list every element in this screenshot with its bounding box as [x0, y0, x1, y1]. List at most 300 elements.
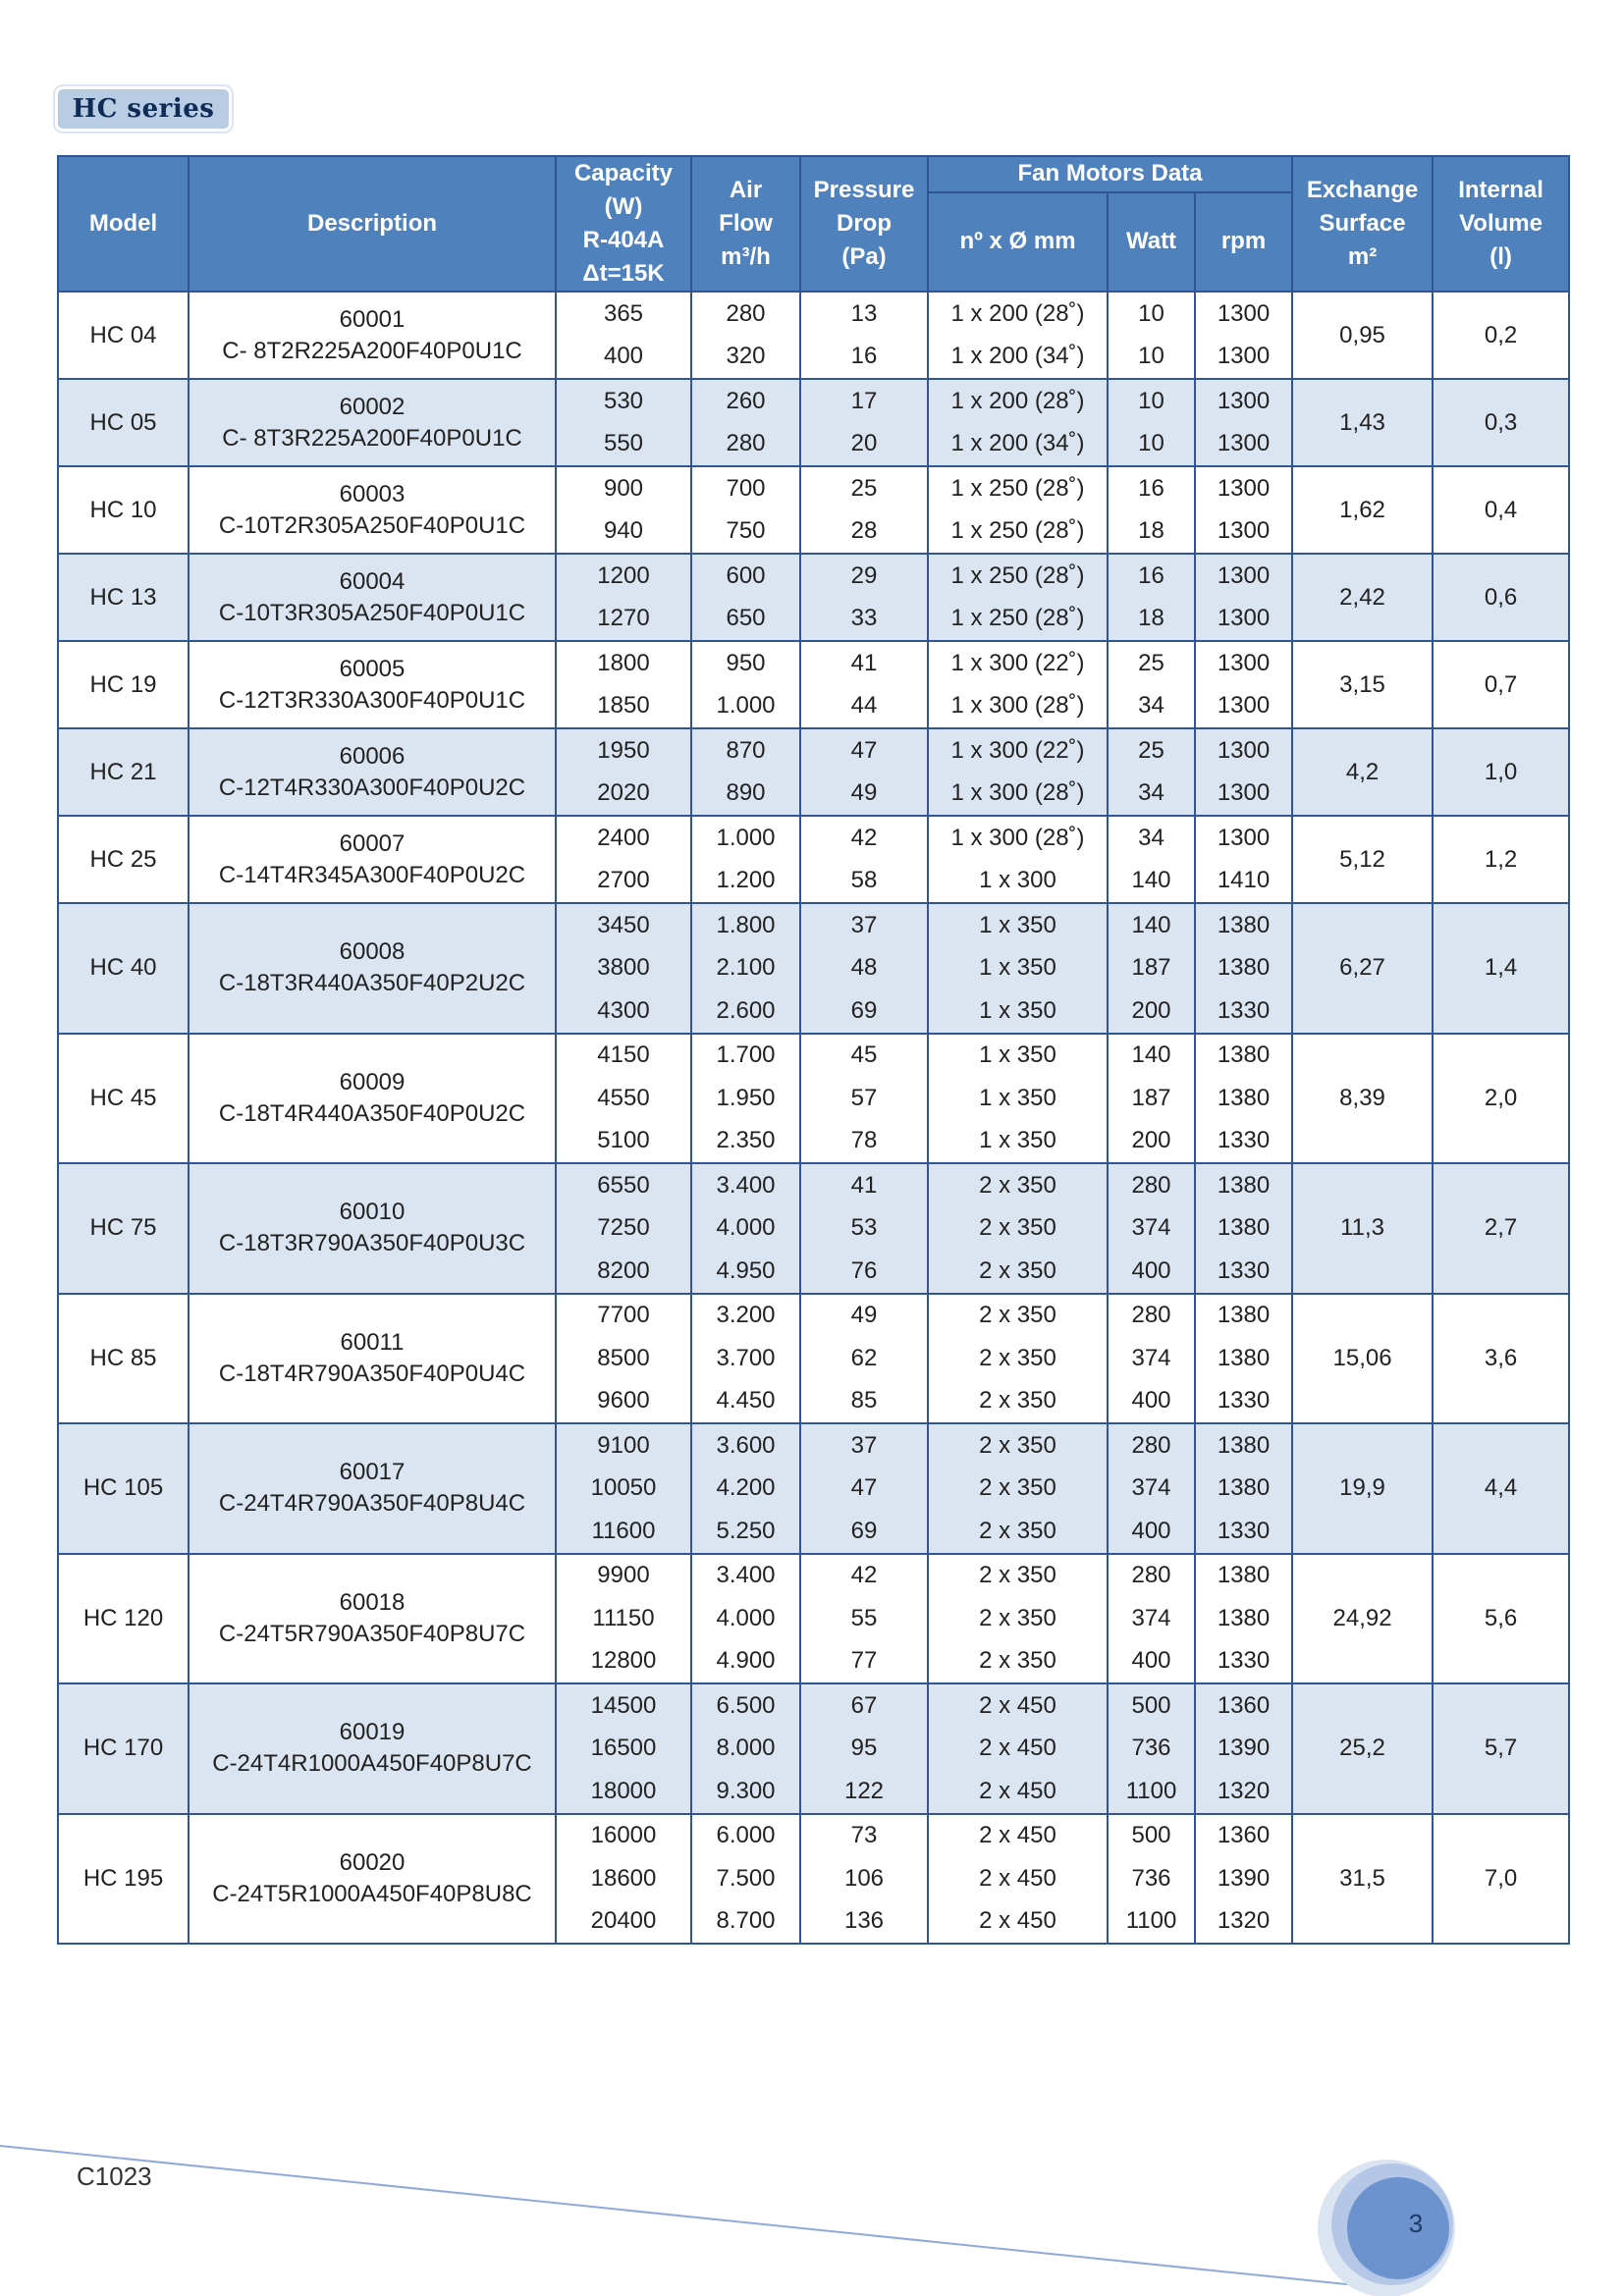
cell-watt: 374 [1108, 1468, 1195, 1511]
cell-air-flow: 1.700 [691, 1034, 800, 1078]
cell-fan-size: 2 x 350 [928, 1597, 1108, 1640]
cell-watt: 400 [1108, 1640, 1195, 1684]
description-code: 60002 [339, 393, 406, 420]
cell-rpm: 1320 [1195, 1900, 1292, 1945]
cell-rpm: 1330 [1195, 1510, 1292, 1554]
cell-capacity: 530 [556, 379, 691, 423]
cell-air-flow: 1.000 [691, 816, 800, 860]
cell-air-flow: 2.100 [691, 947, 800, 990]
cell-capacity: 2700 [556, 860, 691, 904]
cell-rpm: 1320 [1195, 1770, 1292, 1814]
cell-capacity: 16000 [556, 1814, 691, 1858]
cell-internal-volume: 2,7 [1433, 1163, 1569, 1294]
cell-model: HC 120 [58, 1554, 189, 1684]
cell-model: HC 105 [58, 1423, 189, 1554]
cell-rpm: 1300 [1195, 466, 1292, 510]
cell-rpm: 1380 [1195, 1597, 1292, 1640]
cell-air-flow: 600 [691, 554, 800, 598]
description-text: C-10T2R305A250F40P0U1C [218, 511, 526, 539]
header-fan-size: nº x Ø mm [928, 192, 1108, 292]
cell-watt: 187 [1108, 947, 1195, 990]
cell-pressure-drop: 62 [800, 1337, 928, 1380]
header-exchange-surface: Exchange Surface m² [1292, 156, 1433, 292]
cell-air-flow: 6.500 [691, 1683, 800, 1728]
cell-model: HC 04 [58, 292, 189, 379]
description-text: C- 8T2R225A200F40P0U1C [222, 337, 522, 364]
cell-capacity: 365 [556, 292, 691, 336]
cell-capacity: 1950 [556, 728, 691, 773]
cell-capacity: 8200 [556, 1250, 691, 1294]
cell-internal-volume: 2,0 [1433, 1034, 1569, 1164]
cell-capacity: 14500 [556, 1683, 691, 1728]
cell-pressure-drop: 29 [800, 554, 928, 598]
cell-capacity: 5100 [556, 1120, 691, 1164]
cell-fan-size: 2 x 350 [928, 1380, 1108, 1424]
cell-exchange-surface: 15,06 [1292, 1294, 1433, 1424]
cell-rpm: 1380 [1195, 1554, 1292, 1598]
cell-watt: 140 [1108, 860, 1195, 904]
description-code: 60020 [339, 1848, 406, 1876]
header-air-flow: Air Flow m³/h [691, 156, 800, 292]
cell-pressure-drop: 77 [800, 1640, 928, 1684]
description-code: 60004 [339, 567, 406, 595]
cell-capacity: 900 [556, 466, 691, 510]
cell-pressure-drop: 73 [800, 1814, 928, 1858]
cell-rpm: 1300 [1195, 554, 1292, 598]
cell-capacity: 1850 [556, 685, 691, 729]
cell-air-flow: 1.200 [691, 860, 800, 904]
cell-watt: 400 [1108, 1380, 1195, 1424]
cell-air-flow: 1.950 [691, 1077, 800, 1120]
cell-capacity: 2020 [556, 773, 691, 817]
cell-pressure-drop: 55 [800, 1597, 928, 1640]
description-code: 60011 [340, 1328, 405, 1356]
cell-capacity: 1800 [556, 641, 691, 685]
description-code: 60001 [339, 305, 406, 333]
cell-watt: 280 [1108, 1423, 1195, 1468]
cell-exchange-surface: 25,2 [1292, 1683, 1433, 1814]
cell-exchange-surface: 2,42 [1292, 554, 1433, 641]
cell-pressure-drop: 28 [800, 510, 928, 555]
cell-watt: 18 [1108, 510, 1195, 555]
cell-rpm: 1300 [1195, 423, 1292, 467]
cell-watt: 374 [1108, 1597, 1195, 1640]
cell-capacity: 4300 [556, 989, 691, 1034]
cell-watt: 187 [1108, 1077, 1195, 1120]
cell-watt: 400 [1108, 1250, 1195, 1294]
cell-air-flow: 3.200 [691, 1294, 800, 1338]
cell-capacity: 550 [556, 423, 691, 467]
cell-watt: 10 [1108, 292, 1195, 336]
cell-pressure-drop: 67 [800, 1683, 928, 1728]
cell-capacity: 1270 [556, 598, 691, 642]
cell-fan-size: 2 x 450 [928, 1814, 1108, 1858]
cell-model: HC 85 [58, 1294, 189, 1424]
header-description: Description [189, 156, 556, 292]
cell-pressure-drop: 17 [800, 379, 928, 423]
cell-fan-size: 1 x 250 (28˚) [928, 466, 1108, 510]
cell-watt: 200 [1108, 989, 1195, 1034]
cell-fan-size: 1 x 250 (28˚) [928, 554, 1108, 598]
cell-fan-size: 2 x 450 [928, 1770, 1108, 1814]
cell-air-flow: 9.300 [691, 1770, 800, 1814]
cell-internal-volume: 1,2 [1433, 816, 1569, 903]
cell-exchange-surface: 11,3 [1292, 1163, 1433, 1294]
cell-capacity: 6550 [556, 1163, 691, 1207]
cell-pressure-drop: 47 [800, 1468, 928, 1511]
cell-capacity: 9900 [556, 1554, 691, 1598]
cell-fan-size: 2 x 350 [928, 1163, 1108, 1207]
cell-rpm: 1380 [1195, 1163, 1292, 1207]
cell-capacity: 16500 [556, 1728, 691, 1771]
cell-fan-size: 1 x 350 [928, 1034, 1108, 1078]
cell-watt: 34 [1108, 685, 1195, 729]
description-text: C-24T4R790A350F40P8U4C [218, 1490, 526, 1518]
cell-rpm: 1300 [1195, 773, 1292, 817]
series-title-badge: HC series [55, 86, 232, 132]
cell-watt: 280 [1108, 1294, 1195, 1338]
cell-capacity: 18000 [556, 1770, 691, 1814]
cell-air-flow: 890 [691, 773, 800, 817]
cell-pressure-drop: 47 [800, 728, 928, 773]
header-pressure-drop: Pressure Drop (Pa) [800, 156, 928, 292]
cell-air-flow: 3.600 [691, 1423, 800, 1468]
cell-fan-size: 2 x 350 [928, 1554, 1108, 1598]
cell-pressure-drop: 53 [800, 1207, 928, 1251]
cell-air-flow: 650 [691, 598, 800, 642]
cell-capacity: 940 [556, 510, 691, 555]
cell-internal-volume: 0,2 [1433, 292, 1569, 379]
cell-fan-size: 1 x 300 (28˚) [928, 685, 1108, 729]
cell-model: HC 75 [58, 1163, 189, 1294]
cell-pressure-drop: 37 [800, 903, 928, 947]
cell-air-flow: 6.000 [691, 1814, 800, 1858]
cell-watt: 374 [1108, 1337, 1195, 1380]
description-text: C-18T4R440A350F40P0U2C [218, 1099, 526, 1127]
description-text: C- 8T3R225A200F40P0U1C [222, 424, 522, 452]
cell-air-flow: 4.900 [691, 1640, 800, 1684]
cell-watt: 140 [1108, 903, 1195, 947]
cell-capacity: 9600 [556, 1380, 691, 1424]
cell-air-flow: 4.950 [691, 1250, 800, 1294]
cell-rpm: 1380 [1195, 1423, 1292, 1468]
header-fan-motors-data: Fan Motors Data [928, 156, 1292, 192]
description-text: C-10T3R305A250F40P0U1C [218, 599, 526, 626]
cell-exchange-surface: 5,12 [1292, 816, 1433, 903]
cell-fan-size: 2 x 350 [928, 1510, 1108, 1554]
cell-pressure-drop: 20 [800, 423, 928, 467]
cell-fan-size: 1 x 300 (28˚) [928, 773, 1108, 817]
cell-model: HC 21 [58, 728, 189, 816]
cell-watt: 34 [1108, 773, 1195, 817]
cell-fan-size: 1 x 300 [928, 860, 1108, 904]
cell-internal-volume: 0,4 [1433, 466, 1569, 554]
header-rpm: rpm [1195, 192, 1292, 292]
description-code: 60017 [339, 1459, 406, 1486]
cell-pressure-drop: 58 [800, 860, 928, 904]
description-code: 60019 [339, 1719, 406, 1746]
cell-pressure-drop: 122 [800, 1770, 928, 1814]
cell-air-flow: 280 [691, 423, 800, 467]
cell-pressure-drop: 49 [800, 773, 928, 817]
cell-pressure-drop: 33 [800, 598, 928, 642]
cell-rpm: 1360 [1195, 1683, 1292, 1728]
description-text: C-12T3R330A300F40P0U1C [218, 686, 526, 714]
cell-model: HC 45 [58, 1034, 189, 1164]
description-text: C-18T4R790A350F40P0U4C [218, 1360, 526, 1387]
cell-exchange-surface: 24,92 [1292, 1554, 1433, 1684]
cell-rpm: 1300 [1195, 510, 1292, 555]
cell-watt: 18 [1108, 598, 1195, 642]
cell-capacity: 7250 [556, 1207, 691, 1251]
cell-rpm: 1300 [1195, 685, 1292, 729]
cell-watt: 1100 [1108, 1900, 1195, 1945]
header-capacity: Capacity (W) R-404A Δt=15K [556, 156, 691, 292]
description-code: 60005 [339, 655, 406, 682]
cell-capacity: 12800 [556, 1640, 691, 1684]
cell-pressure-drop: 41 [800, 1163, 928, 1207]
cell-capacity: 3450 [556, 903, 691, 947]
cell-rpm: 1300 [1195, 728, 1292, 773]
cell-air-flow: 1.000 [691, 685, 800, 729]
cell-watt: 25 [1108, 728, 1195, 773]
cell-internal-volume: 5,7 [1433, 1683, 1569, 1814]
cell-fan-size: 2 x 450 [928, 1683, 1108, 1728]
description-text: C-24T5R1000A450F40P8U8C [212, 1880, 532, 1907]
description-code: 60009 [339, 1068, 406, 1095]
cell-pressure-drop: 13 [800, 292, 928, 336]
cell-watt: 500 [1108, 1814, 1195, 1858]
description-text: C-24T4R1000A450F40P8U7C [212, 1750, 532, 1778]
cell-model: HC 195 [58, 1814, 189, 1945]
cell-pressure-drop: 57 [800, 1077, 928, 1120]
cell-capacity: 3800 [556, 947, 691, 990]
cell-air-flow: 280 [691, 292, 800, 336]
cell-watt: 16 [1108, 554, 1195, 598]
cell-rpm: 1380 [1195, 903, 1292, 947]
document-code: C1023 [77, 2162, 152, 2191]
description-text: C-18T3R790A350F40P0U3C [218, 1230, 526, 1257]
cell-exchange-surface: 8,39 [1292, 1034, 1433, 1164]
cell-watt: 400 [1108, 1510, 1195, 1554]
cell-air-flow: 870 [691, 728, 800, 773]
cell-rpm: 1300 [1195, 816, 1292, 860]
description-code: 60018 [339, 1588, 406, 1616]
cell-pressure-drop: 25 [800, 466, 928, 510]
cell-air-flow: 260 [691, 379, 800, 423]
cell-internal-volume: 5,6 [1433, 1554, 1569, 1684]
cell-model: HC 170 [58, 1683, 189, 1814]
cell-exchange-surface: 31,5 [1292, 1814, 1433, 1945]
description-code: 60010 [339, 1199, 406, 1226]
cell-air-flow: 5.250 [691, 1510, 800, 1554]
description-text: C-18T3R440A350F40P2U2C [218, 970, 526, 997]
cell-capacity: 11150 [556, 1597, 691, 1640]
cell-exchange-surface: 0,95 [1292, 292, 1433, 379]
cell-pressure-drop: 106 [800, 1857, 928, 1900]
cell-capacity: 2400 [556, 816, 691, 860]
cell-watt: 374 [1108, 1207, 1195, 1251]
cell-air-flow: 4.000 [691, 1597, 800, 1640]
cell-capacity: 20400 [556, 1900, 691, 1945]
description-code: 60006 [339, 742, 406, 770]
cell-fan-size: 1 x 300 (22˚) [928, 728, 1108, 773]
cell-fan-size: 2 x 350 [928, 1640, 1108, 1684]
cell-watt: 736 [1108, 1728, 1195, 1771]
cell-air-flow: 320 [691, 336, 800, 380]
cell-fan-size: 1 x 350 [928, 1120, 1108, 1164]
cell-fan-size: 2 x 450 [928, 1857, 1108, 1900]
cell-watt: 34 [1108, 816, 1195, 860]
cell-internal-volume: 3,6 [1433, 1294, 1569, 1424]
cell-internal-volume: 4,4 [1433, 1423, 1569, 1554]
cell-rpm: 1330 [1195, 1640, 1292, 1684]
cell-watt: 280 [1108, 1163, 1195, 1207]
header-model: Model [58, 156, 189, 292]
cell-model: HC 40 [58, 903, 189, 1034]
cell-rpm: 1330 [1195, 1250, 1292, 1294]
cell-rpm: 1380 [1195, 1207, 1292, 1251]
cell-pressure-drop: 44 [800, 685, 928, 729]
cell-capacity: 4150 [556, 1034, 691, 1078]
cell-air-flow: 2.600 [691, 989, 800, 1034]
cell-watt: 280 [1108, 1554, 1195, 1598]
header-watt: Watt [1108, 192, 1195, 292]
cell-internal-volume: 7,0 [1433, 1814, 1569, 1945]
cell-watt: 736 [1108, 1857, 1195, 1900]
cell-exchange-surface: 6,27 [1292, 903, 1433, 1034]
cell-watt: 1100 [1108, 1770, 1195, 1814]
cell-pressure-drop: 95 [800, 1728, 928, 1771]
cell-capacity: 9100 [556, 1423, 691, 1468]
cell-rpm: 1300 [1195, 598, 1292, 642]
cell-pressure-drop: 69 [800, 1510, 928, 1554]
cell-rpm: 1380 [1195, 1337, 1292, 1380]
cell-watt: 10 [1108, 379, 1195, 423]
cell-watt: 25 [1108, 641, 1195, 685]
cell-pressure-drop: 42 [800, 1554, 928, 1598]
cell-watt: 140 [1108, 1034, 1195, 1078]
header-internal-volume: Internal Volume (l) [1433, 156, 1569, 292]
cell-rpm: 1380 [1195, 1294, 1292, 1338]
description-code: 60003 [339, 480, 406, 507]
description-text: C-24T5R790A350F40P8U7C [218, 1620, 526, 1647]
cell-watt: 16 [1108, 466, 1195, 510]
cell-rpm: 1360 [1195, 1814, 1292, 1858]
cell-air-flow: 700 [691, 466, 800, 510]
cell-rpm: 1300 [1195, 292, 1292, 336]
cell-pressure-drop: 85 [800, 1380, 928, 1424]
cell-model: HC 25 [58, 816, 189, 903]
cell-fan-size: 1 x 300 (22˚) [928, 641, 1108, 685]
cell-rpm: 1410 [1195, 860, 1292, 904]
cell-rpm: 1380 [1195, 947, 1292, 990]
cell-fan-size: 2 x 350 [928, 1207, 1108, 1251]
cell-capacity: 8500 [556, 1337, 691, 1380]
cell-internal-volume: 0,7 [1433, 641, 1569, 728]
cell-fan-size: 1 x 350 [928, 947, 1108, 990]
cell-air-flow: 4.200 [691, 1468, 800, 1511]
cell-model: HC 05 [58, 379, 189, 466]
cell-rpm: 1390 [1195, 1857, 1292, 1900]
cell-air-flow: 750 [691, 510, 800, 555]
cell-rpm: 1380 [1195, 1077, 1292, 1120]
cell-fan-size: 1 x 250 (28˚) [928, 510, 1108, 555]
cell-rpm: 1330 [1195, 1120, 1292, 1164]
cell-rpm: 1380 [1195, 1468, 1292, 1511]
cell-watt: 200 [1108, 1120, 1195, 1164]
cell-pressure-drop: 42 [800, 816, 928, 860]
cell-model: HC 13 [58, 554, 189, 641]
cell-model: HC 10 [58, 466, 189, 554]
cell-internal-volume: 1,4 [1433, 903, 1569, 1034]
cell-fan-size: 1 x 200 (34˚) [928, 423, 1108, 467]
cell-internal-volume: 0,6 [1433, 554, 1569, 641]
cell-air-flow: 8.000 [691, 1728, 800, 1771]
cell-fan-size: 2 x 350 [928, 1294, 1108, 1338]
page-number: 3 [1408, 2209, 1424, 2238]
cell-air-flow: 2.350 [691, 1120, 800, 1164]
cell-pressure-drop: 78 [800, 1120, 928, 1164]
cell-exchange-surface: 4,2 [1292, 728, 1433, 816]
cell-air-flow: 950 [691, 641, 800, 685]
cell-fan-size: 2 x 350 [928, 1337, 1108, 1380]
cell-exchange-surface: 1,43 [1292, 379, 1433, 466]
cell-air-flow: 1.800 [691, 903, 800, 947]
cell-pressure-drop: 37 [800, 1423, 928, 1468]
cell-watt: 10 [1108, 336, 1195, 380]
cell-capacity: 7700 [556, 1294, 691, 1338]
cell-watt: 500 [1108, 1683, 1195, 1728]
cell-air-flow: 7.500 [691, 1857, 800, 1900]
cell-internal-volume: 1,0 [1433, 728, 1569, 816]
cell-internal-volume: 0,3 [1433, 379, 1569, 466]
cell-rpm: 1300 [1195, 379, 1292, 423]
cell-air-flow: 3.400 [691, 1163, 800, 1207]
cell-fan-size: 1 x 200 (28˚) [928, 379, 1108, 423]
cell-fan-size: 1 x 350 [928, 1077, 1108, 1120]
cell-rpm: 1390 [1195, 1728, 1292, 1771]
cell-fan-size: 1 x 250 (28˚) [928, 598, 1108, 642]
cell-fan-size: 1 x 350 [928, 903, 1108, 947]
cell-exchange-surface: 19,9 [1292, 1423, 1433, 1554]
cell-air-flow: 3.700 [691, 1337, 800, 1380]
description-code: 60008 [339, 938, 406, 966]
description-code: 60007 [339, 829, 406, 857]
cell-rpm: 1330 [1195, 1380, 1292, 1424]
cell-pressure-drop: 16 [800, 336, 928, 380]
cell-pressure-drop: 48 [800, 947, 928, 990]
cell-model: HC 19 [58, 641, 189, 728]
cell-capacity: 11600 [556, 1510, 691, 1554]
cell-pressure-drop: 41 [800, 641, 928, 685]
cell-pressure-drop: 49 [800, 1294, 928, 1338]
description-text: C-14T4R345A300F40P0U2C [218, 861, 526, 888]
cell-fan-size: 2 x 450 [928, 1900, 1108, 1945]
cell-rpm: 1330 [1195, 989, 1292, 1034]
cell-fan-size: 1 x 200 (34˚) [928, 336, 1108, 380]
cell-fan-size: 1 x 350 [928, 989, 1108, 1034]
cell-capacity: 10050 [556, 1468, 691, 1511]
cell-air-flow: 8.700 [691, 1900, 800, 1945]
cell-fan-size: 2 x 450 [928, 1728, 1108, 1771]
cell-capacity: 1200 [556, 554, 691, 598]
cell-air-flow: 4.450 [691, 1380, 800, 1424]
cell-exchange-surface: 1,62 [1292, 466, 1433, 554]
cell-rpm: 1300 [1195, 336, 1292, 380]
cell-air-flow: 4.000 [691, 1207, 800, 1251]
footer-divider-line [0, 2146, 1375, 2287]
